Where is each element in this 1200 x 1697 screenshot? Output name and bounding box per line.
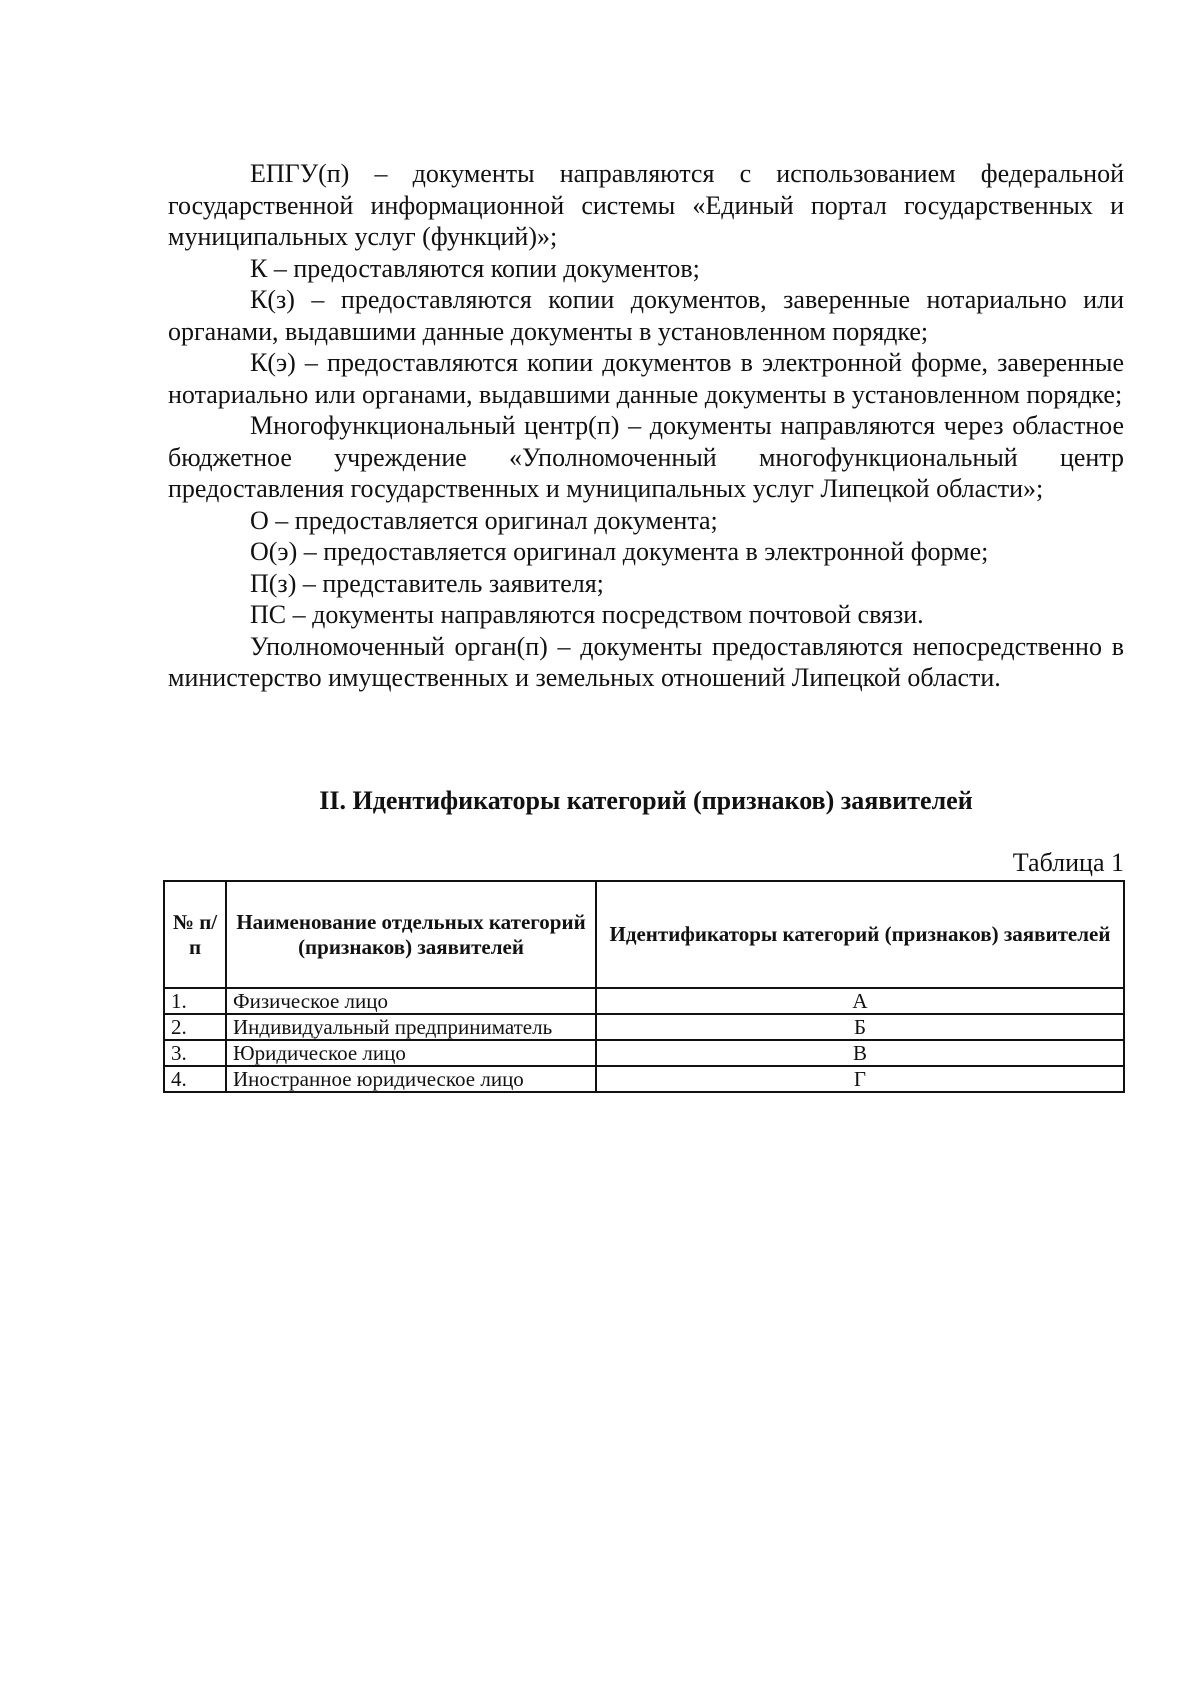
header-id: Идентификаторы категорий (признаков) заявителей (596, 881, 1124, 988)
table-row (164, 1066, 1124, 1092)
table-row (164, 988, 1124, 1014)
table-row (164, 1040, 1124, 1066)
header-num: № п/п (164, 881, 226, 988)
definitions-text (168, 158, 1124, 694)
paragraph-p-z: П(з) – представитель заявителя; (250, 568, 604, 598)
section-heading: II. Идентификаторы категорий (признаков) заявителей (319, 786, 973, 815)
table-row (164, 1014, 1124, 1040)
table-header-row (164, 881, 1124, 988)
row-id: Б (596, 1014, 1124, 1040)
row-name: Индивидуальный предприниматель (226, 1014, 596, 1040)
row-name: Физическое лицо (226, 988, 596, 1014)
row-id: В (596, 1040, 1124, 1066)
paragraph-k: К – предоставляются копии документов; (250, 253, 700, 283)
applicant-categories-table (163, 880, 1125, 1093)
row-num: 2. (164, 1014, 226, 1040)
row-id: А (596, 988, 1124, 1014)
table-caption: Таблица 1 (1012, 848, 1124, 877)
paragraph-authorized-body: Уполномоченный орган(п) – документы предоставляются непосредственно в министерство имущественных и земельных отношений Липецкой области. (168, 631, 1124, 692)
paragraph-ps: ПС – документы направляются посредством почтовой связи. (250, 600, 924, 629)
paragraph-o: О – предоставляется оригинал документа; (250, 505, 718, 535)
row-num: 1. (164, 988, 226, 1014)
row-id: Г (596, 1066, 1124, 1092)
paragraph-epgu: ЕПГУ(п) – документы направляются с использованием федеральной государственной информационной системы «Единый портал государственных и муниципальных услуг (функций)»; (168, 159, 1124, 251)
paragraph-o-e: О(э) – предоставляется оригинал документа в электронной форме; (250, 537, 989, 566)
row-num: 3. (164, 1040, 226, 1066)
header-name: Наименование отдельных категорий (признаков) заявителей (226, 881, 596, 988)
paragraph-k-e: К(э) – предоставляются копии документов в электронной форме, заверенные нотариально или органами, выдавшими данные документы в установленном порядке; (168, 348, 1124, 409)
paragraph-mfc: Многофункциональный центр(п) – документы направляются через областное бюджетное учреждение «Уполномоченный многофункциональный центр предоставления государственных и муниципальных услуг Липецкой области»; (168, 411, 1124, 503)
paragraph-k-z: К(з) – предоставляются копии документов, заверенные нотариально или органами, выдавшими данные документы в установленном порядке; (168, 285, 1124, 346)
row-num: 4. (164, 1066, 226, 1092)
row-name: Юридическое лицо (226, 1040, 596, 1066)
row-name: Иностранное юридическое лицо (226, 1066, 596, 1092)
